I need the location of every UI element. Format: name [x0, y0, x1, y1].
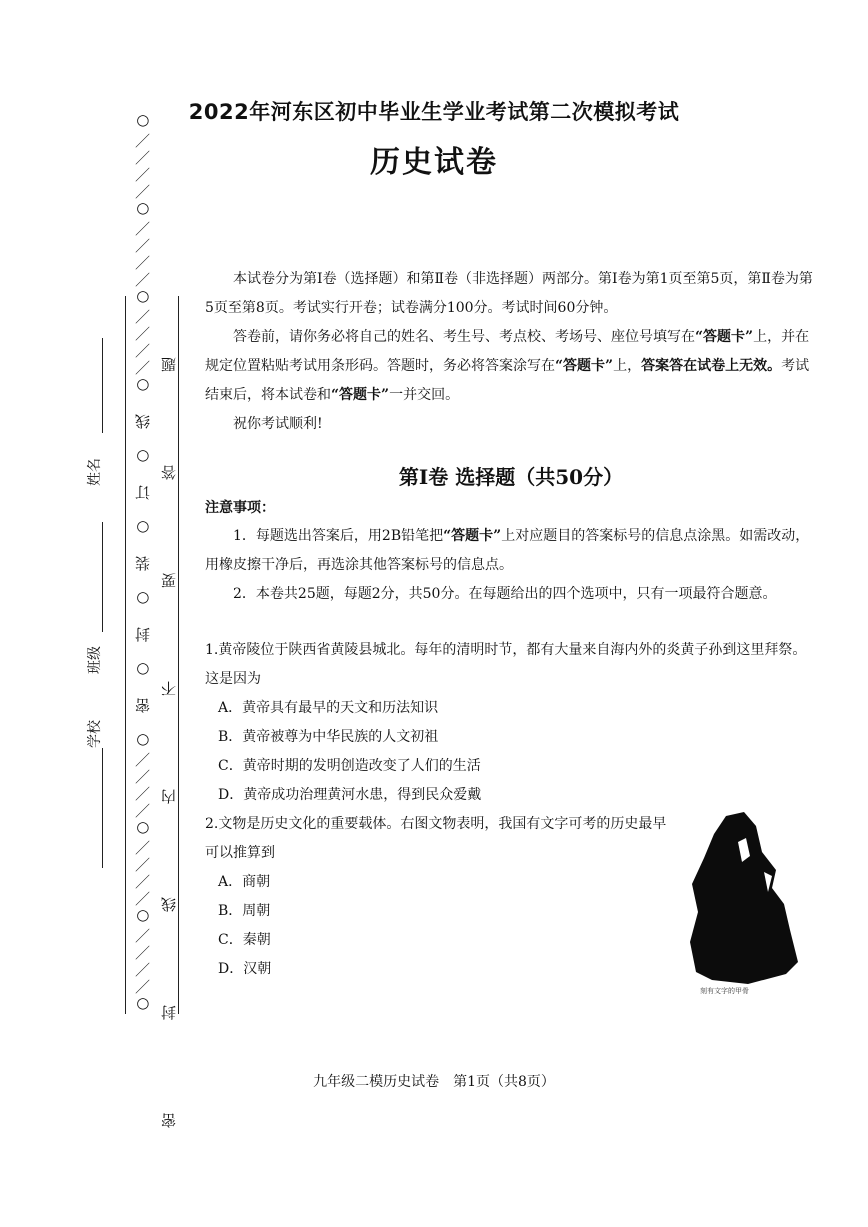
- question-2-option-d: D．汉朝: [218, 961, 272, 977]
- question-2-option-c: C．秦朝: [218, 932, 271, 948]
- question-2-stem: 2.文物是历史文化的重要载体。右图文物表明，我国有文字可考的历史最早可以推算到: [205, 816, 667, 861]
- question-2-option-a: A．商朝: [218, 874, 271, 890]
- name-underline: [102, 338, 103, 433]
- notice-item-2: 2．本卷共25题，每题2分，共50分。在每题给出的四个选项中，只有一项最符合题意。: [233, 586, 777, 602]
- school-underline: [102, 748, 103, 868]
- exam-title: 2022年河东区初中毕业生学业考试第二次模拟考试: [188, 100, 680, 124]
- notice-item-1: 1．每题选出答案后，用2B铅笔把“答题卡”上对应题目的答案标号的信息点涂黑。如需改动，用橡皮擦干净后，再选涂其他答案标号的信息点。: [205, 528, 810, 573]
- oracle-bone-image: [686, 812, 798, 984]
- intro-paragraph-1: 本试卷分为第Ⅰ卷（选择题）和第Ⅱ卷（非选择题）两部分。第Ⅰ卷为第1页至第5页，第Ⅱ卷为第5页至第8页。考试实行开卷；试卷满分100分。考试时间60分钟。: [205, 271, 813, 316]
- question-1-option-b: B．黄帝被尊为中华民族的人文初祖: [218, 729, 439, 745]
- question-2-option-b: B．周朝: [218, 903, 271, 919]
- school-label: 学校: [87, 720, 103, 748]
- intro-paragraph-3: 祝你考试顺利!: [233, 416, 323, 432]
- question-1-option-a: A．黄帝具有最早的天文和历法知识: [218, 700, 439, 716]
- no-answer-zone-text: 密 封 线 内 不 要 答 题: [160, 318, 178, 1128]
- section-title: 第Ⅰ卷 选择题（共50分）: [398, 465, 624, 489]
- notice-label: 注意事项：: [205, 500, 275, 516]
- class-label: 班级: [87, 646, 103, 674]
- question-1-stem: 1.黄帝陵位于陕西省黄陵县城北。每年的清明时节，都有大量来自海内外的炎黄子孙到这里拜祭。这是因为: [205, 642, 807, 687]
- seal-line-text: ○／／／／○／／／／○／／／／○ 密 ○ 封 ○ 装 ○ 订 ○ 线 ○／／／／○／／／／○／／／／○: [134, 111, 152, 1014]
- intro-paragraph-2: 答卷前，请你务必将自己的姓名、考生号、考点校、考场号、座位号填写在“答题卡”上，并在规定位置粘贴考试用条形码。答题时，务必将答案涂写在“答题卡”上，答案答在试卷上无效。考试结束后，将本试卷和“答题卡”一并交回。: [205, 329, 810, 403]
- figure-caption: 刻有文字的甲骨: [700, 987, 749, 995]
- exam-subject: 历史试卷: [370, 145, 498, 180]
- page-footer: 九年级二模历史试卷 第1页（共8页）: [313, 1074, 555, 1090]
- question-1-option-c: C．黄帝时期的发明创造改变了人们的生活: [218, 758, 481, 774]
- margin-line-outer: [125, 296, 126, 1014]
- class-underline: [102, 522, 103, 632]
- question-1-option-d: D．黄帝成功治理黄河水患，得到民众爱戴: [218, 787, 482, 803]
- name-label: 姓名: [87, 458, 103, 486]
